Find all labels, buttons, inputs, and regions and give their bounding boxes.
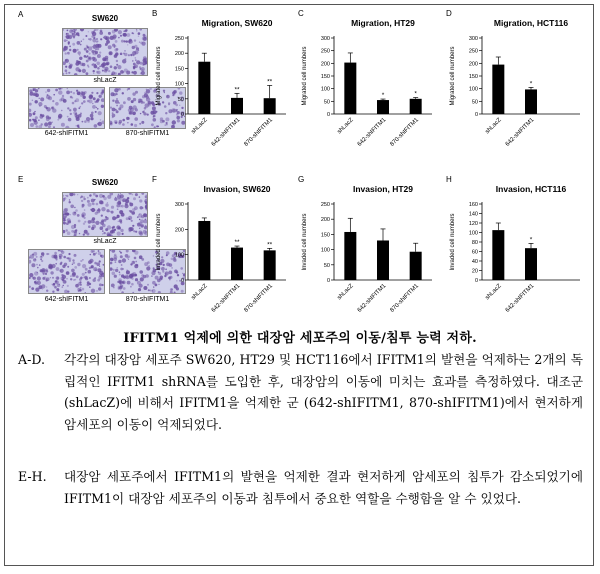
bar [525,248,537,280]
x-tick-label: shLacZ [190,117,209,136]
y-axis-label: Migrated cell numbers [450,46,456,106]
bar [231,248,243,280]
bar [344,63,356,114]
significance-label: * [529,236,533,244]
chart-title: Invasion, HCT116 [495,184,567,194]
y-tick-label: 200 [320,217,330,224]
y-tick-label: 200 [174,227,184,234]
y-tick-label: 100 [468,230,478,237]
y-tick-label: 120 [468,221,478,227]
significance-label: * [381,92,385,100]
y-tick-label: 20 [471,268,478,275]
y-tick-label: 250 [174,36,184,42]
significance-label: * [529,80,533,88]
x-tick-label: 642-shIFITM1 [210,117,242,148]
chart-title: Invasion, SW620 [203,184,271,194]
y-tick-label: 150 [320,74,330,80]
bar [410,99,422,114]
x-tick-label: shLacZ [336,283,355,302]
y-tick-label: 0 [474,278,478,284]
x-tick-label: 870-shIFITM1 [389,117,421,148]
y-axis-label: Migrated cell numbers [302,46,308,106]
y-tick-label: 250 [320,48,330,55]
y-tick-label: 200 [320,61,330,68]
micrograph-642 [28,87,105,129]
y-tick-label: 0 [180,278,184,284]
chart-title: Migration, SW620 [201,18,273,28]
x-tick-label: 642-shIFITM1 [210,283,242,314]
chart-title: Migration, HT29 [351,18,415,28]
micrograph-label: 642-shIFITM1 [44,130,89,137]
micrograph-image [29,250,104,293]
caption-item-text: 각각의 대장암 세포주 SW620, HT29 및 HCT116에서 IFITM1의 발현을 억제하는 2개의 독립적인 IFITM1 shRNA를 도입한 후, 대장암의 이동에 미치는 효과를 측정하였다. 대조군 (shLacZ)에 비해서 IFITM1을 억제한 군 (642-shIFITM1, 870-shIFITM1)에서 현저하게 암세포의 이동이 억제되었다. [64,352,583,432]
bar [198,62,210,114]
y-tick-label: 0 [326,112,330,118]
y-tick-label: 150 [174,66,184,73]
bar [492,230,504,280]
y-tick-label: 0 [474,112,478,118]
chart-invasion-ht29 [296,172,436,332]
y-tick-label: 140 [468,211,478,218]
y-tick-label: 100 [320,86,330,93]
y-tick-label: 300 [174,202,184,208]
caption-item-label: E-H. [18,469,47,484]
micrograph-title: SW620 [91,178,119,187]
bar [410,252,422,280]
y-axis-label: Invaded cell numbers [156,213,162,271]
x-tick-label: shLacZ [484,283,503,302]
x-tick-label: shLacZ [190,283,209,302]
y-tick-label: 250 [468,48,478,55]
caption-title: IFITM1 억제에 의한 대장암 세포주의 이동/침투 능력 저하. [123,331,477,346]
y-tick-label: 40 [471,259,478,265]
y-axis-label: Invaded cell numbers [450,213,456,271]
x-tick-label: 642-shIFITM1 [356,283,388,314]
bar [525,89,537,114]
y-tick-label: 150 [320,232,330,239]
micrograph-label: 642-shIFITM1 [44,296,89,303]
chart-migration-ht29 [296,6,436,166]
x-tick-label: shLacZ [336,117,355,136]
y-tick-label: 200 [468,61,478,68]
y-tick-label: 60 [471,249,478,256]
y-tick-label: 50 [323,262,330,269]
caption-item-e-h [18,466,583,536]
bar [198,221,210,280]
panel-letter: E [18,175,24,184]
caption-item-text: 대장암 세포주에서 IFITM1의 발현을 억제한 결과 현저하게 암세포의 침투가 감소되었기에 IFITM1이 대장암 세포주의 이동과 침투에서 중요한 역할을 수행함을 알 수 있었다. [64,469,583,506]
y-tick-label: 80 [471,240,478,246]
y-tick-label: 100 [320,247,330,254]
significance-label: ** [267,241,273,249]
bar [264,250,276,280]
y-tick-label: 100 [174,252,184,259]
caption-item-a-d [18,349,583,459]
y-axis-label: Migrated cell numbers [156,46,162,106]
chart-title: Migration, HCT116 [493,18,569,28]
y-axis-label: Invaded cell numbers [302,213,308,271]
micrograph-label: 870-shIFITM1 [125,130,170,137]
significance-label: * [414,90,417,98]
micrograph-label: shLacZ [93,238,117,245]
micrograph-label: 870-shIFITM1 [125,296,170,303]
y-tick-label: 50 [177,96,184,103]
bar [492,65,504,114]
panel-letter: G [298,175,305,184]
bar [377,240,389,280]
bar [344,232,356,280]
x-tick-label: shLacZ [484,117,503,136]
y-tick-label: 160 [468,202,478,208]
chart-invasion-hct116 [444,172,584,332]
bar [264,98,276,114]
y-tick-label: 150 [468,74,478,80]
x-tick-label: 642-shIFITM1 [504,283,536,314]
chart-migration-sw620 [150,6,290,166]
y-tick-label: 0 [326,278,330,284]
micrograph-shlacz [62,28,148,76]
x-tick-label: 870-shIFITM1 [243,283,275,314]
chart-invasion-sw620 [150,172,290,332]
panel-letter: F [152,175,157,184]
x-tick-label: 642-shIFITM1 [504,117,536,148]
x-tick-label: 642-shIFITM1 [356,117,388,148]
bar [377,100,389,114]
bar [231,98,243,114]
micrograph-title: SW620 [91,14,119,23]
caption-item-label: A-D. [18,352,46,367]
significance-label: ** [234,86,240,94]
y-tick-label: 200 [174,51,184,58]
micrograph-shlacz [62,192,148,237]
panel-letter: B [152,9,158,18]
panel-letter: A [18,10,24,19]
chart-title: Invasion, HT29 [353,184,413,194]
significance-label: ** [267,78,273,86]
x-tick-label: 870-shIFITM1 [389,283,421,314]
y-tick-label: 100 [174,81,184,88]
micrograph-image [29,88,104,128]
panel-letter: D [446,9,452,18]
chart-migration-hct116 [444,6,584,166]
y-tick-label: 50 [471,99,478,106]
y-tick-label: 300 [468,36,478,42]
x-tick-label: 870-shIFITM1 [243,117,275,148]
micrograph-image [63,193,147,236]
micrograph-image [63,29,147,75]
y-tick-label: 100 [468,86,478,93]
micrograph-label: shLacZ [93,77,117,84]
panel-letter: C [298,9,304,18]
y-tick-label: 50 [323,99,330,106]
micrograph-642 [28,249,105,294]
y-tick-label: 250 [320,202,330,208]
significance-label: ** [234,239,240,247]
panel-letter: H [446,175,452,184]
y-tick-label: 300 [320,36,330,42]
y-tick-label: 0 [180,112,184,118]
